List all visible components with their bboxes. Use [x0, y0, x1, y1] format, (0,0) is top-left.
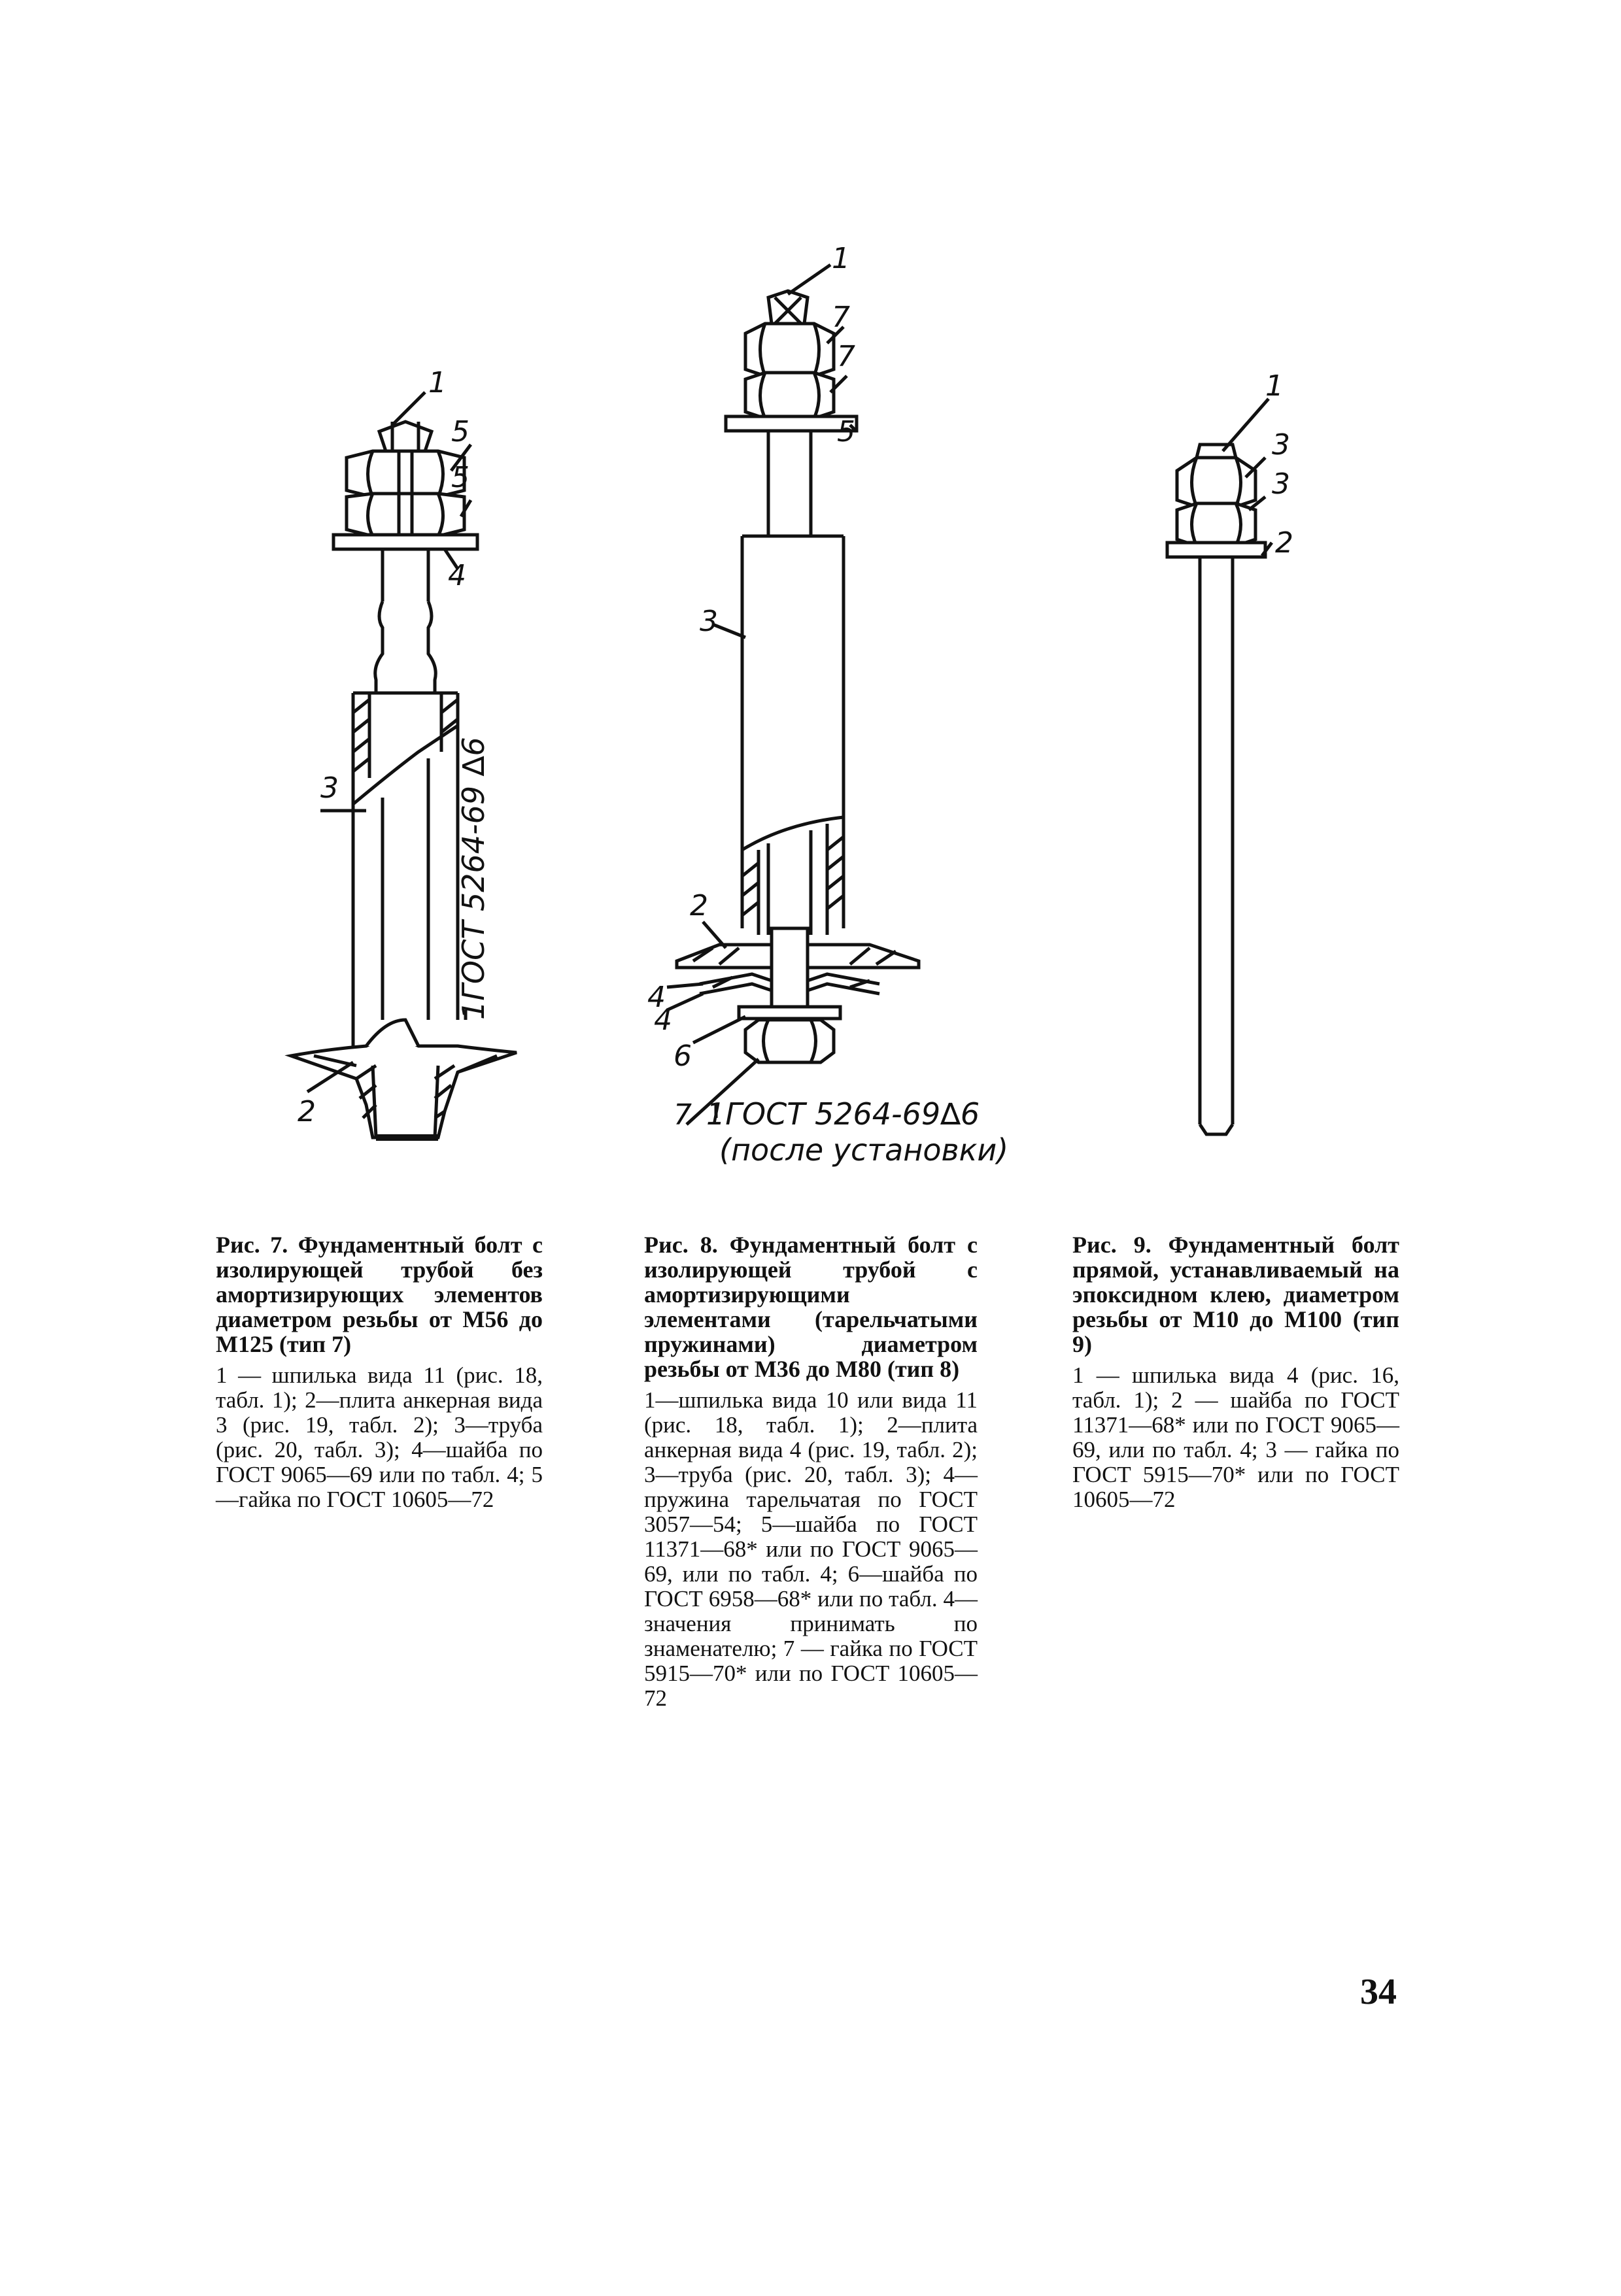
fig8-gost-note-sub: (после установки)	[719, 1132, 1009, 1168]
fig7-callout-2: 2	[298, 1095, 316, 1128]
fig9-callout-3a: 3	[1272, 428, 1290, 462]
page-number: 34	[1360, 1972, 1397, 2012]
figure-9-caption	[1072, 1232, 1399, 1512]
fig8-callout-5: 5	[837, 415, 855, 448]
figure-9-caption-title: Рис. 9. Фундаментный болт прямой, устанавливаемый на эпоксидном клею, диаметром резьбы от М10 до М100 (тип 9)	[1072, 1232, 1399, 1357]
figure-8-caption-title: Рис. 8. Фундаментный болт с изолирующей трубой с амортизирующими элементами (тарельчатыми пружинами) диаметром резьбы от М36 до М80 (тип 8)	[644, 1232, 978, 1382]
fig8-callout-7c: 7	[674, 1098, 692, 1132]
fig7-callout-5b: 5	[451, 461, 469, 494]
fig7-callout-5a: 5	[451, 415, 469, 448]
fig9-callout-1: 1	[1265, 369, 1284, 403]
figure-8-caption-legend: 1—шпилька вида 10 или вида 11 (рис. 18, табл. 1); 2—плита анкерная вида 4 (рис. 19, табл. 2); 3—труба (рис. 20, табл. 3); 4—пружина тарельчатая по ГОСТ 3057—54; 5—шайба по ГОСТ 11371—68* или по ГОСТ 9065—69, или по табл. 4; 6—шайба по ГОСТ 6958—68* или по табл. 4—значения принимать по знаменателю; 7 — гайка по ГОСТ 5915—70* или по ГОСТ 10605—72	[644, 1387, 978, 1711]
fig8-callout-4b: 4	[654, 1004, 672, 1037]
fig7-callout-4: 4	[448, 559, 466, 592]
fig9-callout-3b: 3	[1272, 467, 1290, 501]
fig8-gost-note: 1ГОСТ 5264-69∆6	[706, 1096, 980, 1132]
fig8-callout-7a: 7	[832, 301, 850, 334]
figure-8-caption	[644, 1232, 978, 1711]
figure-7-caption-title: Рис. 7. Фундаментный болт с изолирующей трубой без амортизирующих элементов диаметром резьбы от М56 до М125 (тип 7)	[216, 1232, 543, 1357]
fig8-callout-4a: 4	[647, 981, 666, 1014]
fig8-callout-2: 2	[690, 889, 708, 922]
figure-9-caption-legend: 1 — шпилька вида 4 (рис. 16, табл. 1); 2 — шайба по ГОСТ 11371—68* или по ГОСТ 9065—69, или по табл. 4; 3 — гайка по ГОСТ 5915—70* или по ГОСТ 10605—72	[1072, 1362, 1399, 1512]
fig8-callout-6: 6	[674, 1039, 692, 1073]
fig9-callout-2: 2	[1275, 526, 1293, 560]
figure-7-caption	[216, 1232, 543, 1512]
fig7-callout-3: 3	[320, 771, 339, 805]
fig8-callout-7b: 7	[837, 340, 855, 373]
fig7-callout-1: 1	[428, 366, 447, 399]
fig8-callout-3: 3	[700, 605, 718, 638]
fig8-callout-1: 1	[832, 242, 850, 275]
fig7-gost-note: 1ГОСТ 5264-69 ∆6	[456, 737, 491, 1020]
figure-7-caption-legend: 1 — шпилька вида 11 (рис. 18, табл. 1); 2—плита анкерная вида 3 (рис. 19, табл. 2); 3—труба (рис. 20, табл. 3); 4—шайба по ГОСТ 9065—69 или по табл. 4; 5—гайка по ГОСТ 10605—72	[216, 1362, 543, 1512]
